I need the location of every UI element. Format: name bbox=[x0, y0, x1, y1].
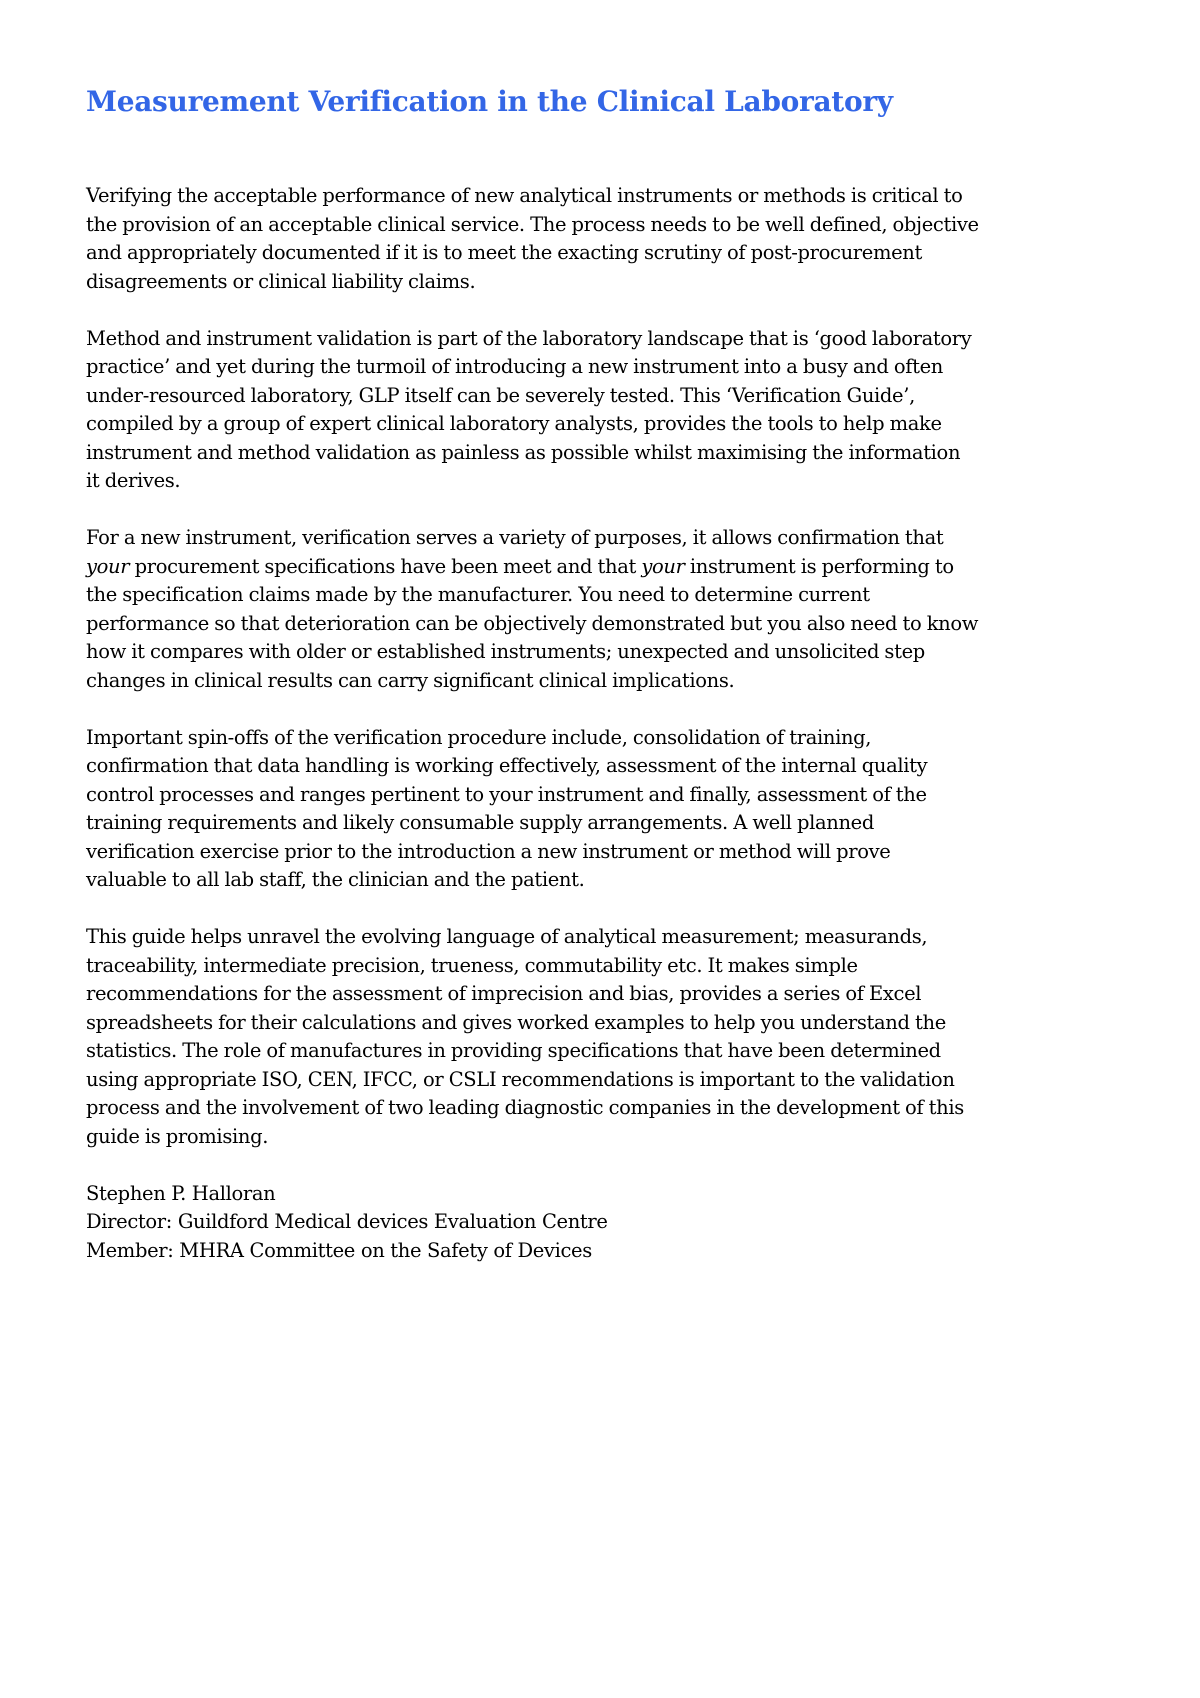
text-line: guide is promising. bbox=[86, 1124, 269, 1148]
text-line: For a new instrument, verification serves a variety of purposes, it allows confirmation that bbox=[86, 526, 944, 549]
text-line: under-resourced laboratory, GLP itself can be severely tested. This ‘Verification Guide’, bbox=[86, 383, 915, 407]
text-line-with-emphasis bbox=[86, 553, 1086, 582]
text-line: disagreements or clinical liability claims. bbox=[86, 269, 476, 293]
text-segment: instrument is performing to bbox=[684, 554, 954, 578]
text-line: Verifying the acceptable performance of new analytical instruments or methods is critical to bbox=[86, 184, 963, 207]
text-line: valuable to all lab staff, the clinician and the patient. bbox=[86, 868, 585, 891]
document-title: Measurement Verification in the Clinical Laboratory bbox=[86, 85, 893, 118]
signature-role-member: Member: MHRA Committee on the Safety of Devices bbox=[86, 1238, 592, 1262]
text-line: and appropriately documented if it is to meet the exacting scrutiny of post-procurement bbox=[86, 241, 922, 264]
text-line: the specification claims made by the manufacturer. You need to determine current bbox=[86, 583, 870, 606]
text-line: performance so that deterioration can be objectively demonstrated but you also need to know bbox=[86, 611, 979, 635]
text-line: it derives. bbox=[86, 469, 181, 492]
text-line: Important spin-offs of the verification procedure include, consolidation of training, bbox=[86, 725, 872, 749]
text-line: traceability, intermediate precision, trueness, commutability etc. It makes simple bbox=[86, 953, 858, 977]
text-segment: procurement specifications have been meet and that bbox=[129, 554, 642, 578]
signature-role-director: Director: Guildford Medical devices Evaluation Centre bbox=[86, 1210, 608, 1233]
text-line: instrument and method validation as painless as possible whilst maximising the information bbox=[86, 440, 961, 464]
paragraph-validation bbox=[86, 325, 1086, 496]
paragraph-spin-offs bbox=[86, 724, 1086, 895]
text-line: spreadsheets for their calculations and gives worked examples to help you understand the bbox=[86, 1010, 946, 1034]
signature-name: Stephen P. Halloran bbox=[86, 1181, 276, 1205]
emphasis-your: your bbox=[86, 554, 130, 578]
text-line: training requirements and likely consumable supply arrangements. A well planned bbox=[86, 811, 875, 834]
text-line: Method and instrument validation is part of the laboratory landscape that is ‘good laboratory bbox=[86, 326, 972, 350]
text-line: verification exercise prior to the introduction a new instrument or method will prove bbox=[86, 839, 891, 863]
text-line: the provision of an acceptable clinical service. The process needs to be well defined, objective bbox=[86, 212, 979, 236]
paragraph-guide bbox=[86, 923, 1086, 1151]
signature-block bbox=[86, 1180, 1086, 1266]
text-line: changes in clinical results can carry significant clinical implications. bbox=[86, 668, 735, 692]
text-line: This guide helps unravel the evolving language of analytical measurement; measurands, bbox=[86, 925, 928, 948]
paragraph-intro bbox=[86, 182, 1086, 296]
text-line: confirmation that data handling is working effectively, assessment of the internal quality bbox=[86, 754, 928, 777]
text-line: control processes and ranges pertinent to your instrument and finally, assessment of the bbox=[86, 782, 927, 806]
document-body bbox=[86, 182, 1086, 1265]
text-line: process and the involvement of two leading diagnostic companies in the development of this bbox=[86, 1096, 964, 1119]
paragraph-purposes bbox=[86, 524, 1086, 695]
text-line: using appropriate ISO, CEN, IFCC, or CSLI recommendations is important to the validation bbox=[86, 1067, 955, 1091]
text-line: statistics. The role of manufactures in providing specifications that have been determined bbox=[86, 1039, 941, 1062]
text-line: how it compares with older or established instruments; unexpected and unsolicited step bbox=[86, 640, 925, 663]
text-line: practice’ and yet during the turmoil of introducing a new instrument into a busy and often bbox=[86, 355, 943, 378]
text-line: recommendations for the assessment of imprecision and bias, provides a series of Excel bbox=[86, 982, 922, 1005]
emphasis-your: your bbox=[641, 554, 685, 578]
text-line: compiled by a group of expert clinical laboratory analysts, provides the tools to help make bbox=[86, 412, 942, 435]
